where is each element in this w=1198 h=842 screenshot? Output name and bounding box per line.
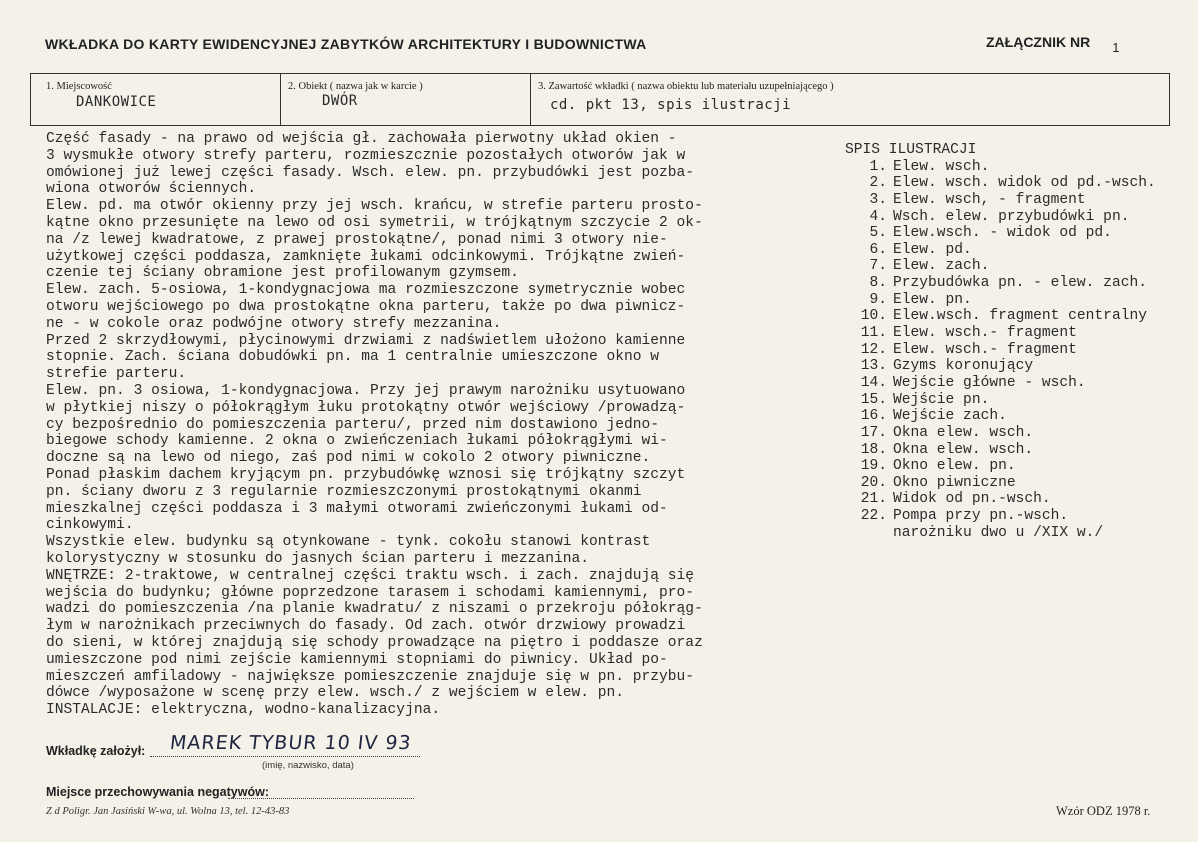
description-line: na /z lewej kwadratowe, z prawej prostokątne/, ponad nimi 3 otwory nie-	[46, 231, 668, 248]
illustration-number: 20.	[860, 474, 887, 491]
illustration-item	[845, 375, 1156, 392]
illustration-item	[845, 342, 1156, 359]
illustration-item	[845, 292, 1156, 309]
handwritten-signature: MAREK TYBUR 10 IV 93	[168, 732, 413, 754]
description-line: w płytkiej niszy o półokrągłym łuku protokątny otwór wejściowy /prowadzą-	[46, 399, 686, 416]
description-line: stopnie. Zach. ściana dobudówki pn. ma 1 centralnie umieszczone okno w	[46, 349, 660, 366]
description-line: strefie parteru.	[46, 366, 187, 383]
illustration-item	[845, 475, 1156, 492]
illustration-text: Okna elew. wsch.	[893, 424, 1034, 441]
description-line: użytkowej części poddasza, zamknięte łukami odcinkowymi. Trójkątne zwień-	[46, 248, 686, 265]
illustration-text: Przybudówka pn. - elew. zach.	[893, 275, 1147, 292]
card-title: WKŁADKA DO KARTY EWIDENCYJNEJ ZABYTKÓW ARCHITEKTURY I BUDOWNICTWA	[45, 36, 647, 52]
description-line: pn. ściany dworu z 3 regularnie rozmieszczonymi prostokątnymi okanmi	[46, 483, 642, 500]
description-line: Wszystkie elew. budynku są otynkowane - tynk. cokołu stanowi kontrast	[46, 534, 651, 551]
location-label: 1. Miejscowość	[46, 81, 112, 92]
illustration-text: Widok od pn.-wsch.	[893, 491, 1051, 508]
illustration-item	[845, 491, 1156, 508]
illustration-number: 21.	[860, 491, 887, 508]
illustration-number: 22.	[860, 508, 887, 525]
object-value: DWÓR	[322, 93, 358, 109]
description-line: Ponad płaskim dachem kryjącym pn. przybudówkę wznosi się trójkątny szczyt	[46, 466, 686, 483]
illustration-item	[845, 458, 1156, 475]
illustration-number: 6.	[869, 241, 887, 258]
illustration-number: 3.	[869, 191, 887, 208]
illustration-item	[845, 159, 1156, 176]
description-line: Przed 2 skrzydłowymi, płycinowymi drzwiami z nadświetlem ułożono kamienne	[46, 332, 686, 349]
illustration-text: Gzyms koronujący	[893, 358, 1034, 375]
description-line: omówionej już lewej części fasady. Wsch. elew. pn. przybudówki jest pozba-	[46, 164, 695, 181]
description-line: 3 wysmukłe otwory strefy parteru, rozmieszcznie pozostałych otworów jak w	[46, 147, 686, 164]
illustration-number: 15.	[860, 391, 887, 408]
annex-number: 1	[1112, 40, 1120, 55]
illustration-text: Okno elew. pn.	[893, 458, 1016, 475]
description-line: doczne są na lewo od niego, zaś pod nimi w cokolo 2 otwory piwniczne.	[46, 450, 651, 467]
illustration-number: 19.	[860, 458, 887, 475]
illustration-number: 16.	[860, 408, 887, 425]
negatives-line	[228, 798, 414, 799]
illustration-number: 11.	[860, 325, 887, 342]
field-divider-1	[280, 73, 281, 125]
illustration-text: Elew. wsch.- fragment	[893, 325, 1077, 342]
illustration-item	[845, 425, 1156, 442]
field-divider-right	[1169, 73, 1170, 125]
illustration-item	[845, 408, 1156, 425]
illustration-item	[845, 258, 1156, 275]
illustration-text: Okno piwniczne	[893, 474, 1016, 491]
illustration-number: 9.	[869, 291, 887, 308]
content-label: 3. Zawartość wkładki ( nazwa obiektu lub materiału uzupełniającego )	[538, 81, 834, 92]
object-label: 2. Obiekt ( nazwa jak w karcie )	[288, 81, 423, 92]
description-line: dówce /wyposażone w scenę przy elew. wsch./ z wejściem w elew. pn.	[46, 685, 625, 702]
illustration-continuation: narożniku dwo u /XIX w./	[893, 524, 1104, 541]
negatives-label: Miejsce przechowywania negatywów:	[46, 785, 269, 799]
annex-header	[986, 34, 1120, 55]
description-line: łym w narożnikach przeciwnych do fasady. Od zach. otwór drzwiowy prowadzi	[46, 618, 686, 635]
illustration-number: 18.	[860, 441, 887, 458]
illustration-text: Elew. zach.	[893, 258, 990, 275]
description-line: kątne okno przesunięte na lewo od osi symetrii, w trójkątnym szczycie 2 ok-	[46, 214, 703, 231]
illustration-number: 12.	[860, 341, 887, 358]
description-line: Elew. pn. 3 osiowa, 1-kondygnacjowa. Przy jej prawym narożniku usytuowano	[46, 382, 686, 399]
description-line: umieszczone pod nimi zejście kamiennymi stopniami do piwnicy. Układ po-	[46, 651, 668, 668]
illustration-number: 13.	[860, 358, 887, 375]
description-line: mieszczeń amfiladowy - największe pomieszczenie znajduje się w pn. przybu-	[46, 668, 695, 685]
description-line: wadzi do pomieszczenia /na planie kwadratu/ z niszami o przekroju półokrąg-	[46, 601, 703, 618]
illustration-text: Elew.wsch. - widok od pd.	[893, 225, 1112, 242]
illustration-text: Elew. wsch. widok od pd.-wsch.	[893, 175, 1156, 192]
illustration-item	[845, 242, 1156, 259]
illustration-number: 10.	[860, 308, 887, 325]
illustration-number: 8.	[869, 275, 887, 292]
illustration-number: 4.	[869, 208, 887, 225]
description-line: Elew. zach. 5-osiowa, 1-kondygnacjowa ma rozmieszczone symetrycznie wobec	[46, 282, 686, 299]
description-line: INSTALACJE: elektryczna, wodno-kanalizacyjna.	[46, 702, 441, 719]
illustration-number: 1.	[869, 158, 887, 175]
description-line: otworu wejściowego po dwa prostokątne okna parteru, także po dwa piwnicz-	[46, 298, 686, 315]
description-line: wejścia do budynku; główne poprzedzone tarasem i schodami kamiennymi, pro-	[46, 584, 695, 601]
description-line: cinkowymi.	[46, 517, 134, 534]
content-value: cd. pkt 13, spis ilustracji	[550, 97, 792, 113]
illustration-item	[845, 308, 1156, 325]
description-line: czenie tej ściany obramione jest profilowanym gzymsem.	[46, 265, 519, 282]
illustration-item	[845, 325, 1156, 342]
illustration-text: Okna elew. wsch.	[893, 441, 1034, 458]
field-divider-left	[30, 73, 31, 125]
description-line: do sieni, w której znajdują się schody prowadzące na piętro i poddasze oraz	[46, 634, 703, 651]
fields-bottom-rule	[30, 125, 1170, 126]
illustration-text: Elew.wsch. fragment centralny	[893, 308, 1147, 325]
illustration-item	[845, 358, 1156, 375]
illustration-text: Wsch. elew. przybudówki pn.	[893, 208, 1130, 225]
description-line: biegowe schody kamienne. 2 okna o zwieńczeniach łukami półokrągłymi wi-	[46, 433, 668, 450]
illustration-item	[845, 392, 1156, 409]
illustration-text: Elew. wsch.	[893, 158, 990, 175]
illustration-text: Elew. wsch, - fragment	[893, 191, 1086, 208]
illustration-number: 2.	[869, 175, 887, 192]
description-line: cy bezpośrednio do pomieszczenia parteru/, przed nim dostawiono jedno-	[46, 416, 660, 433]
description-line: mieszkalnej części poddasza i 3 małymi otworami zwieńczonymi łukami od-	[46, 500, 668, 517]
description-line: wiona otworów ściennych.	[46, 181, 257, 198]
illustration-text: Wejście główne - wsch.	[893, 374, 1086, 391]
field-divider-2	[530, 73, 531, 125]
top-rule	[30, 73, 1170, 74]
illustration-text: Elew. wsch.- fragment	[893, 341, 1077, 358]
illustration-text: Elew. pd.	[893, 241, 972, 258]
description-line: Część fasady - na prawo od wejścia gł. zachowała pierwotny układ okien -	[46, 131, 677, 147]
illustration-item	[845, 442, 1156, 459]
illustration-text: Wejście zach.	[893, 408, 1007, 425]
illustration-number: 7.	[869, 258, 887, 275]
illustration-item	[845, 175, 1156, 192]
illustration-number: 14.	[860, 374, 887, 391]
illustration-item	[845, 192, 1156, 209]
illustration-number: 5.	[869, 225, 887, 242]
illustration-text: Wejście pn.	[893, 391, 990, 408]
illustration-item	[845, 209, 1156, 226]
location-value: DANKOWICE	[76, 94, 157, 110]
illustration-text: Pompa przy pn.-wsch.	[893, 508, 1069, 525]
printer-imprint: Z d Poligr. Jan Jasiński W-wa, ul. Wolna 13, tel. 12-43-83	[46, 806, 290, 817]
illustration-item	[845, 275, 1156, 292]
description-line: ne - w cokole oraz podwójne otwory strefy mezzanina.	[46, 315, 502, 332]
illustration-number: 17.	[860, 424, 887, 441]
description-line: kolorystyczny w stosunku do jasnych ścian parteru i mezzanina.	[46, 550, 589, 567]
description-line: WNĘTRZE: 2-traktowe, w centralnej części traktu wsch. i zach. znajdują się	[46, 567, 695, 584]
annex-label: ZAŁĄCZNIK NR	[986, 34, 1091, 50]
form-identifier: Wzór ODZ 1978 r.	[1056, 804, 1151, 818]
signature-line	[150, 756, 420, 757]
description-line: Elew. pd. ma otwór okienny przy jej wsch. krańcu, w strefie parteru prosto-	[46, 198, 703, 215]
illustration-text: Elew. pn.	[893, 291, 972, 308]
description-text	[46, 131, 816, 719]
illustrations-list	[845, 142, 1156, 541]
illustration-item	[845, 508, 1156, 525]
signature-caption: (imię, nazwisko, data)	[262, 760, 354, 771]
signature-label: Wkładkę założył:	[46, 744, 146, 758]
illustration-item	[845, 225, 1156, 242]
illustrations-title: SPIS ILUSTRACJI	[845, 142, 977, 158]
